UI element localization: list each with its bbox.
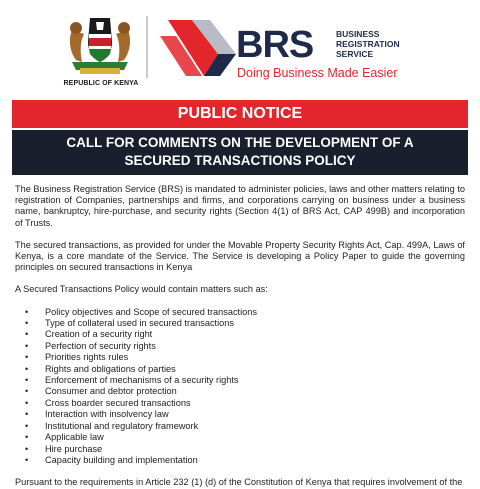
list-item (15, 455, 465, 466)
bullet: • (25, 454, 29, 465)
list-item-text: Creation of a security right (45, 329, 153, 340)
bullet: • (25, 397, 29, 408)
list-item (15, 421, 465, 432)
list-item (15, 386, 465, 397)
list-item (15, 364, 465, 375)
brs-logo-icon (158, 14, 238, 82)
list-item-text: Rights and obligations of parties (45, 363, 176, 374)
notice-title-line: SECURED TRANSACTIONS POLICY (124, 153, 356, 168)
bullet: • (25, 306, 29, 317)
closing-paragraph: Pursuant to the requirements in Article 232 (1) (d) of the Constitution of Kenya that requires involvement of the (15, 477, 463, 488)
list-item-text: Cross boarder secured transactions (45, 397, 191, 408)
notice-title (12, 130, 468, 175)
bullet: • (25, 329, 29, 340)
coat-caption: REPUBLIC OF KENYA (63, 80, 139, 87)
matters-list (15, 307, 465, 467)
list-item-text: Capacity building and implementation (45, 454, 198, 465)
coat-of-arms-icon (66, 12, 134, 76)
list-item (15, 329, 465, 340)
bullet: • (25, 318, 29, 329)
notice-title-line: CALL FOR COMMENTS ON THE DEVELOPMENT OF A (66, 135, 414, 150)
bullet: • (25, 386, 29, 397)
bullet: • (25, 409, 29, 420)
list-item-text: Perfection of security rights (45, 340, 156, 351)
list-item-text: Type of collateral used in secured transactions (45, 318, 234, 329)
paragraph: The Business Registration Service (BRS) is mandated to administer policies, laws and other matters relating to registration of Companies, partnerships and firms, and corporations carrying on business under a business name, bankruptcy, hire-purchase, and security rights (Section 4(1) of BRS Act, CAP 499B) and incorporation of Trusts. (15, 184, 465, 228)
tagline: Doing Business Made Easier (237, 66, 398, 80)
list-item (15, 318, 465, 329)
list-item-text: Priorities rights rules (45, 352, 129, 363)
list-item-text: Policy objectives and Scope of secured transactions (45, 306, 257, 317)
brs-subtitle-line: REGISTRATION (336, 39, 400, 49)
list-item (15, 352, 465, 363)
list-item (15, 341, 465, 352)
list-item-text: Interaction with insolvency law (45, 409, 169, 420)
header (0, 0, 480, 98)
brs-subtitle-line: BUSINESS (336, 29, 380, 39)
list-item-text: Consumer and debtor protection (45, 386, 177, 397)
header-divider (146, 16, 148, 78)
brs-subtitle (336, 29, 400, 59)
bullet: • (25, 340, 29, 351)
list-item-text: Applicable law (45, 432, 104, 443)
list-item (15, 409, 465, 420)
bullet: • (25, 352, 29, 363)
paragraph: The secured transactions, as provided for under the Movable Property Security Rights Act, Cap. 499A, Laws of Kenya, is a core mandate of the Service. The Service is developing a Policy Paper to guide the governing principles on secured transactions in Kenya (15, 239, 465, 273)
list-item-text: Enforcement of mechanisms of a security rights (45, 375, 239, 386)
bullet: • (25, 375, 29, 386)
list-item (15, 375, 465, 386)
list-item (15, 444, 465, 455)
bullet: • (25, 432, 29, 443)
brs-wordmark: BRS (236, 24, 314, 66)
list-item-text: Institutional and regulatory framework (45, 420, 199, 431)
bullet: • (25, 443, 29, 454)
list-item (15, 398, 465, 409)
public-notice-banner: PUBLIC NOTICE (12, 100, 468, 128)
bullet: • (25, 420, 29, 431)
list-item (15, 432, 465, 443)
bullet: • (25, 363, 29, 374)
paragraph: A Secured Transactions Policy would contain matters such as: (15, 284, 268, 295)
list-item-text: Hire purchase (45, 443, 103, 454)
list-item (15, 307, 465, 318)
brs-subtitle-line: SERVICE (336, 49, 374, 59)
notice-body (15, 184, 465, 489)
